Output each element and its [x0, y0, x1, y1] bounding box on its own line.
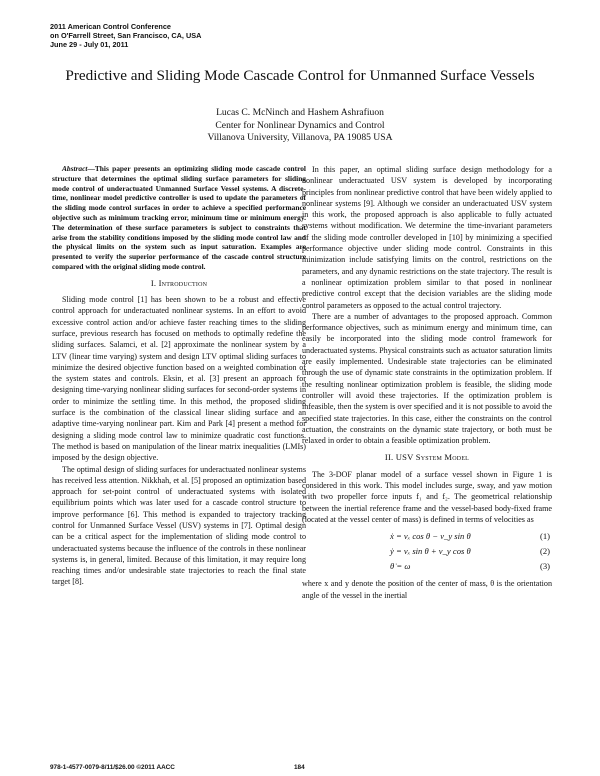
model-paragraph-2: where x and y denote the position of the center of mass, θ is the orientation angle of the vessel in the inertial [302, 579, 552, 600]
paper-title: Predictive and Sliding Mode Cascade Control for Unmanned Surface Vessels [65, 67, 535, 84]
conference-name: 2011 American Control Conference [50, 22, 171, 31]
right-column [302, 164, 552, 601]
conference-dates: June 29 - July 01, 2011 [50, 40, 129, 50]
equation-body: ẏ = vₓ sin θ + v_y cos θ [390, 546, 471, 557]
conference-venue: on O'Farrell Street, San Francisco, CA, USA [50, 31, 202, 41]
intro-paragraph-3: In this paper, an optimal sliding surface design methodology for a nonlinear underactuated USV system is developed by incorporating principles from nonlinear predictive control that have been widely applied to nonlinear systems [9]. Although we consider an underactuated USV system in this work, the proposed approach is also applicable to fully actuated systems without modification. We determine the time-invariant parameters of the sliding mode controller developed in [10] by minimizing a specified performance objective under sliding mode control. Constraints in this minimization include satisfying limits on the control, restrictions on the parameters, and any dynamic restrictions on the state trajectory. The result is a nonlinear optimization problem similar to that posed in nonlinear predictive control except that the decision variables are the sliding mode control parameters as opposed to the actual control trajectory. [302, 165, 552, 310]
conference-header [50, 22, 201, 50]
intro-paragraph-2: The optimal design of sliding surfaces for underactuated nonlinear systems has received less attention. Nikkhah, et al. [5] proposed an optimization based approach for set-point control of underactuated systems with isolated equilibrium points which was later used for a cascade control structure to improve performance [6]. This method is expanded to trajectory tracking control for Unmanned Surface Vessel (USV) systems in [7]. Optimal design can be a critical aspect for the implementation of sliding mode control to underactuated systems because the influence of the controls in these nonlinear systems is, in general, limited. Because of this limitation, it may require long reaching times and/or undesirable state trajectories to reach the final state target [8]. [52, 464, 306, 587]
abstract-dash: — [87, 164, 95, 173]
equation-3 [302, 559, 552, 574]
abstract-lead: Abstract [62, 164, 88, 173]
section-heading-usv-model [302, 452, 552, 463]
model-paragraph-1: The 3-DOF planar model of a surface vessel shown in Figure 1 is considered in this work. This model includes surge, sway, and yaw motion with two propeller force inputs f₁ and f₂. The geometrical relationship between the inertial reference frame and the vessel-based body-fixed frame (located at the vessel center of mass) is defined in terms of velocities as [302, 469, 552, 524]
section-title: USV System Model [395, 452, 470, 463]
intro-paragraph-1: Sliding mode control [1] has been shown to be a robust and effective control approach for underactuated nonlinear systems. In an effort to avoid excessive control action and/or achieve faster reaching times to the sliding surface, previous research has focused on methods to optimally redefine the sliding surfaces. Salamci, et al. [2] approximate the nonlinear system by a LTV (linear time varying) system and design LTV optimal sliding surfaces to minimize the desired objective function based on a weighted combination of the system states and controls. Eksin, et al. [3] present an approach for designing time-varying nonlinear sliding surfaces for second-order systems in order to minimize the settling time. In this method, the proposed sliding surface is the combination of the classical linear sliding surface and an adaptive time-varying nonlinear part. Kim and Park [4] present a method for designing a sliding mode control law to minimize quadratic cost functions. The method is based on manipulation of the linear matrix inequalities (LMIs) imposed by the design objective. [52, 295, 306, 463]
equation-body: ẋ = vₓ cos θ − v_y sin θ [390, 531, 471, 542]
author-address: Villanova University, Villanova, PA 19085 USA [207, 132, 393, 144]
left-column [52, 164, 306, 588]
abstract [52, 164, 306, 272]
intro-paragraph-4: There are a number of advantages to the proposed approach. Common performance objectives, such as minimum energy and minimum time, can easily be incorporated into the sliding mode control framework for underactuated systems. Physical constraints such as actuator saturation limits are easily implemented. Undesirable state trajectories can be eliminated through the use of dynamic state constraints in the optimization problem. If the resulting nonlinear optimization problem is feasible, the sliding mode controller will avoid these trajectories. If the optimization problem is infeasible, then the system is over specified and it is not possible to avoid the specified state trajectories. In this case, either the constraints on the control actuation, the constraints on the dynamic state trajectory, or both must be relaxed in order to obtain a feasible optimization problem. [302, 311, 552, 446]
equation-number: (1) [539, 531, 550, 542]
page-number: 184 [294, 764, 305, 771]
section-heading-introduction [52, 278, 306, 289]
author-affiliation: Center for Nonlinear Dynamics and Control [215, 119, 385, 131]
section-numeral: I. [150, 277, 157, 288]
equation-body: θ̇ = ω [390, 561, 411, 572]
author-names: Lucas C. McNinch and Hashem Ashrafiuon [216, 107, 384, 118]
equation-2 [302, 544, 552, 559]
section-numeral: II. [384, 452, 394, 463]
footer-isbn: 978-1-4577-0079-8/11/$26.00 ©2011 AACC [50, 764, 175, 771]
author-block [0, 107, 600, 145]
equation-number: (2) [539, 546, 550, 557]
equation-1 [302, 529, 552, 544]
section-title: Introduction [158, 277, 208, 288]
equation-number: (3) [539, 561, 550, 572]
abstract-text: This paper presents an optimizing sliding mode cascade control structure that determines the optimal sliding surface parameters for sliding mode control of underactuated Unmanned Surface Vessel systems. A discrete-time, nonlinear model predictive controller is used to update the parameters of the sliding mode control surfaces in order to achieve a specified performance objective such as minimum tracking error, minimum time or minimum energy. The determination of these surface parameters is subject to constraints that arise from the stability conditions imposed by the sliding mode control law and the physical limits on the system such as input saturation. Examples are presented to verify the superior performance of the cascade control structure compared with the original sliding mode control. [52, 164, 306, 271]
